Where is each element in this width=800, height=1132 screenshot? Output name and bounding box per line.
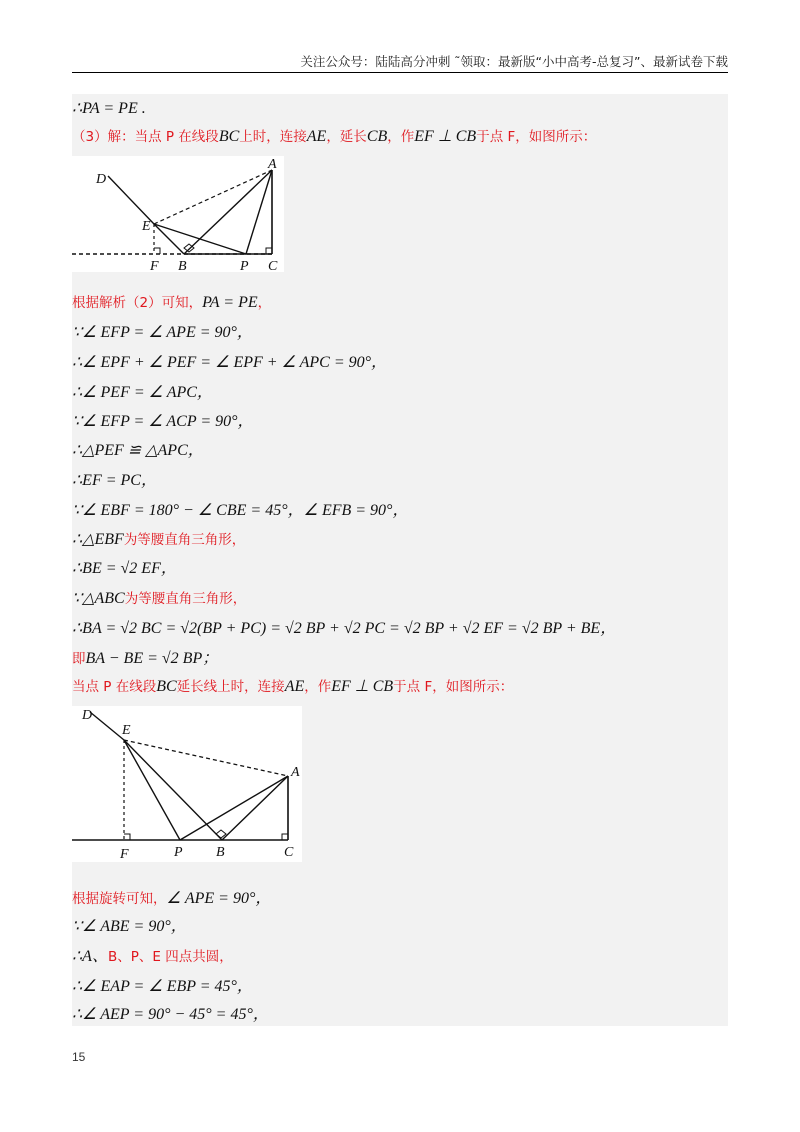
fig1-right-angle-F [154,248,160,254]
page-number: 15 [72,1050,86,1064]
line-18: ∵∠ ABE = 90°， [72,918,187,935]
fig1-label-F: F [150,259,159,272]
line-2: （3）解：当点 P 在线段BC上时，连接AE，延长CB，作EF ⊥ CB于点 F，如图所示： [72,128,597,145]
line-16: 当点 P 在线段BC延长线上时，连接AE，作EF ⊥ CB于点 F，如图所示： [72,678,514,695]
figure-2 [72,706,302,862]
line-10: ∵∠ EBF = 180° − ∠ CBE = 45°，∠ EFB = 90°， [72,502,409,519]
line-7: ∵∠ EFP = ∠ ACP = 90°， [72,413,254,430]
fig1-right-angle-C [266,248,272,254]
fig2-label-D: D [82,708,93,723]
fig1-label-A: A [268,157,277,172]
solution-content [72,94,728,1026]
line-4: ∵∠ EFP = ∠ APE = 90°， [72,324,253,341]
fig2-segment-AE [124,740,288,776]
line-8: ∴△PEF ≌ △APC， [72,442,204,459]
line-9: ∴EF = PC， [72,472,157,489]
fig2-right-angle-C [282,834,288,840]
line-6: ∴∠ PEF = ∠ APC， [72,384,213,401]
fig1-label-P: P [240,259,249,272]
fig1-label-B: B [178,259,187,272]
fig2-segment-EB [124,740,222,840]
fig1-label-C: C [268,259,278,272]
line-20: ∴∠ EAP = ∠ EBP = 45°， [72,978,253,995]
fig2-segment-AP [180,776,288,840]
line-12: ∴BE = √2 EF， [72,560,177,577]
figure-1 [72,156,284,272]
line-3: 根据解析（2）可知，PA = PE， [72,294,272,311]
fig1-label-E: E [142,219,151,234]
fig2-ray-DE [90,712,124,740]
line-14: ∴BA = √2 BC = √2(BP + PC) = √2 BP + √2 PC = √2 BP + √2 EF = √2 BP + BE， [72,620,617,637]
line-19: ∴A、B、P、E 四点共圆， [72,948,233,965]
fig2-segment-AB [222,776,288,840]
header-rule [72,72,728,73]
line-15: 即BA − BE = √2 BP； [72,650,219,667]
fig1-label-D: D [96,172,107,187]
fig2-label-F: F [120,847,129,862]
fig2-label-B: B [216,845,225,860]
fig2-label-A: A [291,765,300,780]
page-header: 关注公众号：陆陆高分冲刺 ˜领取：最新版“小中高考-总复习”、最新试卷下载 [300,54,728,69]
fig2-label-E: E [122,723,131,738]
fig2-right-angle-F [124,834,130,840]
line-5: ∴∠ EPF + ∠ PEF = ∠ EPF + ∠ APC = 90°， [72,354,388,371]
line-1: ∴PA = PE . [72,100,146,117]
fig2-label-P: P [174,845,183,860]
line-17: 根据旋转可知，∠ APE = 90°， [72,890,272,907]
line-13: ∵△ABC为等腰直角三角形， [72,590,247,607]
fig1-ray-DE [108,176,154,224]
fig2-label-C: C [284,845,294,860]
fig2-segment-EP [124,740,180,840]
line-21: ∴∠ AEP = 90° − 45° = 45°， [72,1006,269,1023]
line-11: ∴△EBF为等腰直角三角形， [72,531,246,548]
fig1-segment-AE [154,170,272,224]
